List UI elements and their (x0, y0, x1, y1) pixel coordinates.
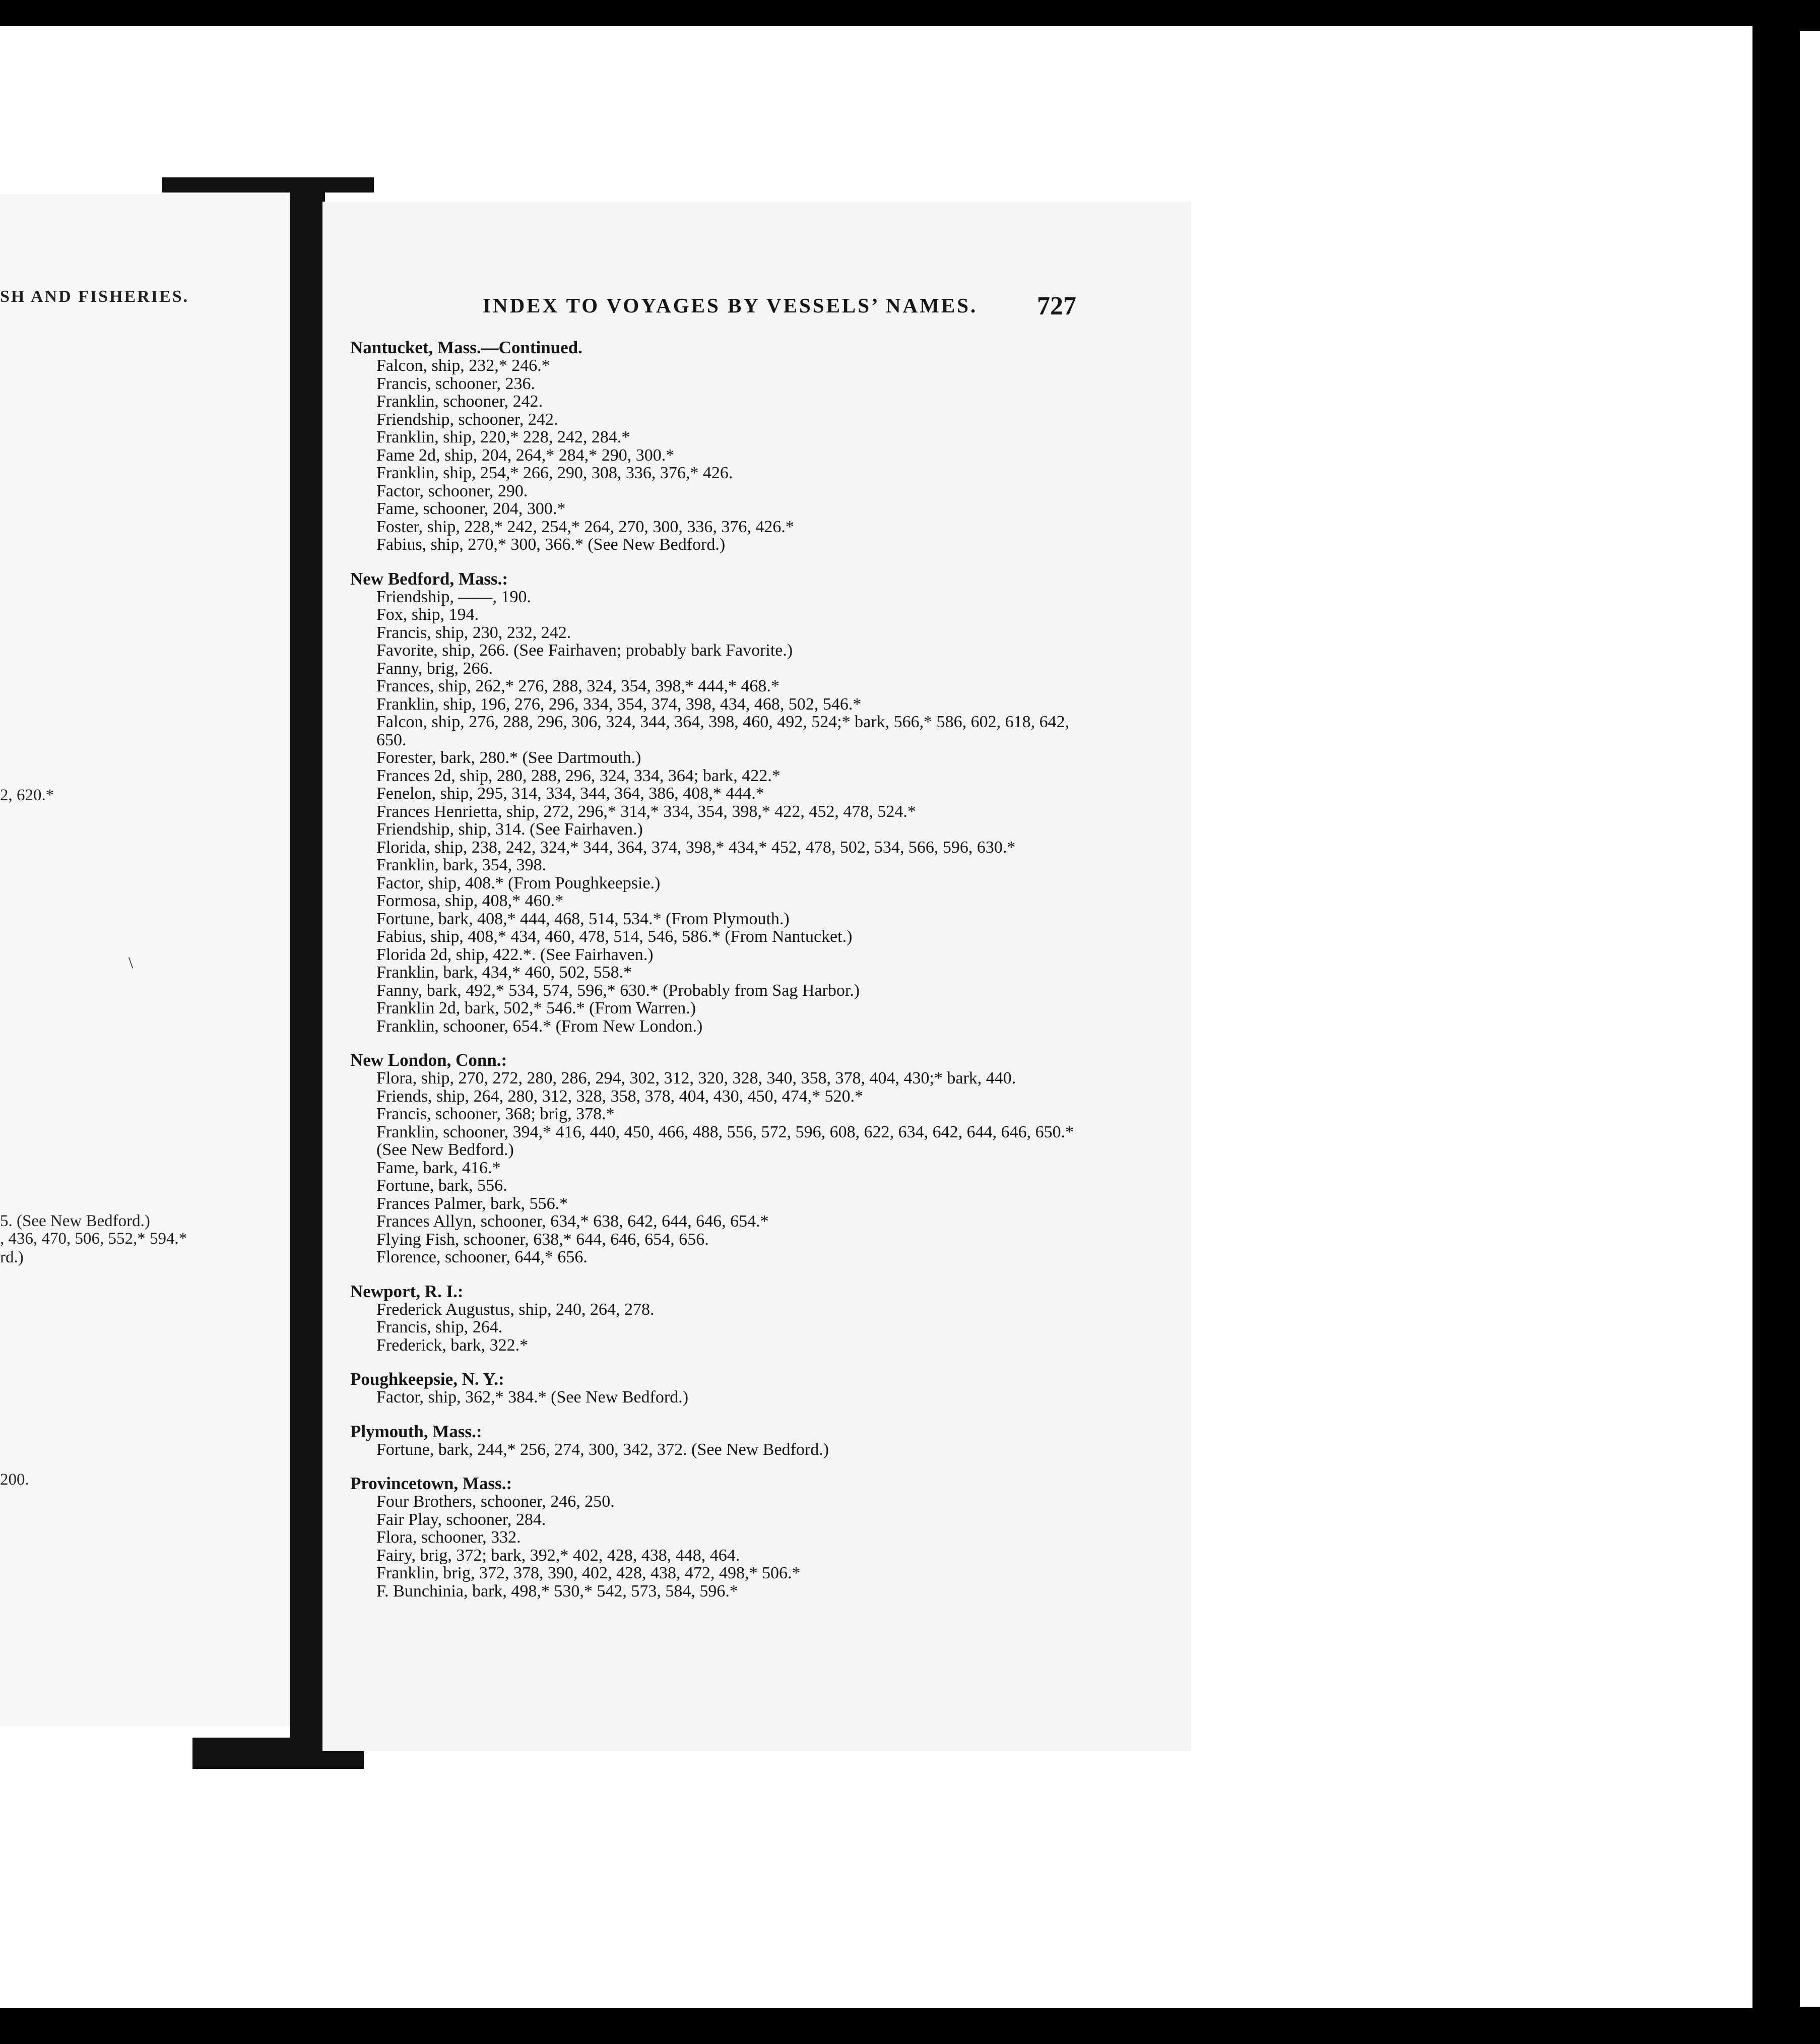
index-entry: Franklin, ship, 254,* 266, 290, 308, 336, 376,* 426. (376, 464, 733, 482)
index-entry: Francis, schooner, 236. (376, 374, 535, 393)
index-entry: Franklin, schooner, 654.* (From New London.) (376, 1016, 703, 1036)
index-entry: Flora, schooner, 332. (376, 1528, 521, 1547)
index-entry: Fairy, brig, 372; bark, 392,* 402, 428, 438, 448, 464. (376, 1546, 740, 1565)
index-entry: Frederick, bark, 322.* (376, 1335, 529, 1355)
index-entry: Foster, ship, 228,* 242, 254,* 264, 270, 300, 336, 376, 426.* (376, 517, 794, 536)
index-entry: Fabius, ship, 408,* 434, 460, 478, 514, 546, 586.* (From Nantucket.) (376, 927, 853, 946)
index-entry: F. Bunchinia, bark, 498,* 530,* 542, 573, 584, 596.* (376, 1581, 738, 1601)
binding-gutter-top (162, 177, 374, 193)
index-entry: Factor, schooner, 290. (376, 481, 528, 500)
index-entry: Florence, schooner, 644,* 656. (376, 1248, 588, 1266)
left-page-text-fragment: , 436, 470, 506, 552,* 594.* (0, 1230, 187, 1248)
left-page-text-fragment: rd.) (0, 1248, 24, 1266)
index-entry: Franklin, ship, 196, 276, 296, 334, 354, 374, 398, 434, 468, 502, 546.* (376, 694, 862, 714)
index-entry: Franklin 2d, bark, 502,* 546.* (From Warren.) (376, 999, 696, 1017)
index-entry: Flying Fish, schooner, 638,* 644, 646, 654, 656. (376, 1230, 709, 1249)
scan-border-bottom (0, 2008, 1820, 2044)
index-entry: Frederick Augustus, ship, 240, 264, 278. (376, 1300, 655, 1319)
index-entry: Francis, schooner, 368; brig, 378.* (376, 1105, 615, 1123)
index-entry: Flora, ship, 270, 272, 280, 286, 294, 302, 312, 320, 328, 340, 358, 378, 404, 430;* bark, 440. (376, 1069, 1016, 1088)
left-page-text-fragment: 2, 620.* (0, 786, 54, 804)
index-entry: Four Brothers, schooner, 246, 250. (376, 1492, 615, 1511)
page-number: 727 (1037, 292, 1076, 321)
left-page (0, 194, 291, 1726)
index-entry: Factor, ship, 408.* (From Poughkeepsie.) (376, 873, 661, 892)
index-entry: Friendship, ——, 190. (376, 587, 531, 606)
index-entry: Fortune, bark, 244,* 256, 274, 300, 342, 372. (See New Bedford.) (376, 1440, 829, 1459)
section-title: Poughkeepsie, N. Y.: (350, 1369, 504, 1389)
index-entry: Fox, ship, 194. (376, 605, 479, 624)
index-entry: Falcon, ship, 276, 288, 296, 306, 324, 344, 364, 398, 460, 492, 524;* bark, 566,* 586, 602, 618, 642, 650. (376, 713, 1070, 749)
index-entry: Friends, ship, 264, 280, 312, 328, 358, 378, 404, 430, 450, 474,* 520.* (376, 1087, 864, 1106)
index-entry: Fame, schooner, 204, 300.* (376, 499, 566, 518)
index-entry: Frances Palmer, bark, 556.* (376, 1194, 568, 1213)
index-entry: Franklin, schooner, 394,* 416, 440, 450, 466, 488, 556, 572, 596, 608, 622, 634, 642, 644, 646, 650.* (See New Bedford.) (376, 1122, 1074, 1159)
section-title: New London, Conn.: (350, 1050, 507, 1070)
index-entry: Favorite, ship, 266. (See Fairhaven; probably bark Favorite.) (376, 641, 793, 660)
index-entry: Fanny, bark, 492,* 534, 574, 596,* 630.* (Probably from Sag Harbor.) (376, 981, 860, 1000)
index-entry: Factor, ship, 362,* 384.* (See New Bedford.) (376, 1388, 689, 1407)
index-entry: Fortune, bark, 556. (376, 1176, 507, 1195)
index-entry: Fair Play, schooner, 284. (376, 1510, 546, 1529)
index-entry: Franklin, schooner, 242. (376, 392, 543, 411)
left-page-mark-fragment: \ (128, 954, 134, 972)
index-entry: Fabius, ship, 270,* 300, 366.* (See New Bedford.) (376, 535, 726, 554)
index-entry: Friendship, schooner, 242. (376, 410, 558, 429)
index-entry: Fortune, bark, 408,* 444, 468, 514, 534.* (From Plymouth.) (376, 909, 790, 928)
index-entry: Franklin, ship, 220,* 228, 242, 284.* (376, 428, 630, 446)
index-entry: Francis, ship, 230, 232, 242. (376, 623, 571, 642)
left-page-text-fragment: 200. (0, 1471, 29, 1489)
left-page-text-fragment: 5. (See New Bedford.) (0, 1212, 150, 1230)
section-title: Newport, R. I.: (350, 1281, 464, 1301)
index-entry: Frances Allyn, schooner, 634,* 638, 642, 644, 646, 654.* (376, 1212, 769, 1231)
index-entry: Fame, bark, 416.* (376, 1158, 501, 1177)
index-entry: Florida, ship, 238, 242, 324,* 344, 364, 374, 398,* 434,* 452, 478, 502, 534, 566, 596, 630.* (376, 838, 1016, 857)
binding-gutter (290, 193, 325, 1740)
index-entries (350, 339, 1091, 1600)
section-title: Provincetown, Mass.: (350, 1474, 512, 1493)
left-page-header-fragment: SH AND FISHERIES. (0, 287, 189, 306)
index-entry: Fanny, brig, 266. (376, 659, 493, 678)
index-entry: Frances, ship, 262,* 276, 288, 324, 354, 398,* 444,* 468.* (376, 677, 779, 695)
section-title: Plymouth, Mass.: (350, 1421, 482, 1441)
index-entry: Falcon, ship, 232,* 246.* (376, 356, 550, 375)
scan-border-right-gap (1800, 31, 1820, 2007)
index-entry: Fame 2d, ship, 204, 264,* 284,* 290, 300.* (376, 445, 675, 465)
section-title: Nantucket, Mass.—Continued. (350, 338, 582, 357)
index-entry: Formosa, ship, 408,* 460.* (376, 891, 564, 910)
page-header: INDEX TO VOYAGES BY VESSELS’ NAMES. (483, 294, 978, 317)
index-entry: Fenelon, ship, 295, 314, 334, 344, 364, 386, 408,* 444.* (376, 784, 764, 803)
index-entry: Florida 2d, ship, 422.*. (See Fairhaven.) (376, 945, 654, 964)
index-entry: Franklin, bark, 354, 398. (376, 856, 547, 874)
index-entry: Franklin, brig, 372, 378, 390, 402, 428, 438, 472, 498,* 506.* (376, 1564, 801, 1582)
section-title: New Bedford, Mass.: (350, 568, 508, 589)
index-entry: Forester, bark, 280.* (See Dartmouth.) (376, 748, 641, 767)
index-entry: Frances Henrietta, ship, 272, 296,* 314,* 334, 354, 398,* 422, 452, 478, 524.* (376, 802, 916, 821)
scan-border-top (0, 0, 1820, 26)
index-entry: Francis, ship, 264. (376, 1318, 503, 1336)
index-entry: Franklin, bark, 434,* 460, 502, 558.* (376, 963, 632, 982)
index-entry: Frances 2d, ship, 280, 288, 296, 324, 334, 364; bark, 422.* (376, 766, 781, 785)
index-entry: Friendship, ship, 314. (See Fairhaven.) (376, 820, 643, 839)
